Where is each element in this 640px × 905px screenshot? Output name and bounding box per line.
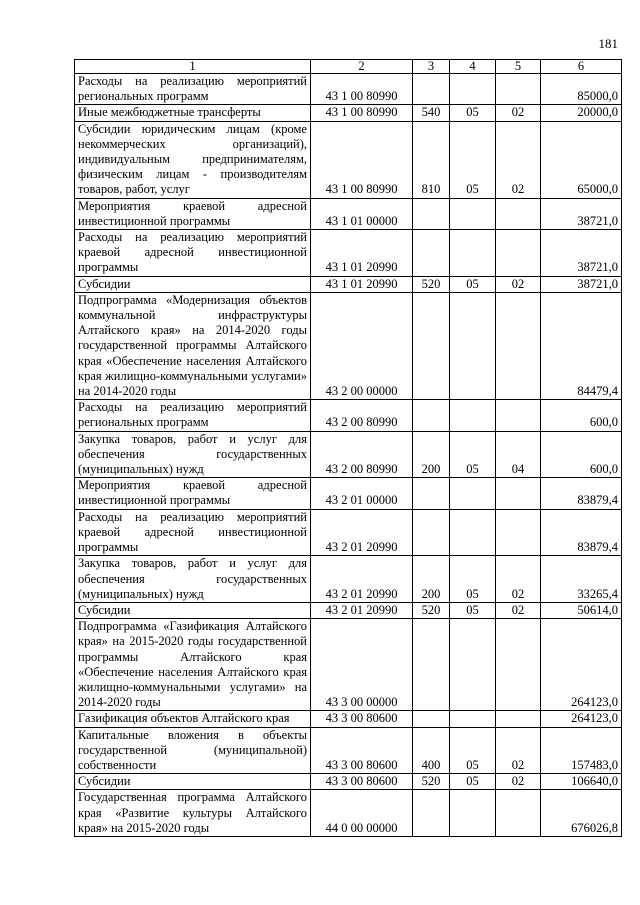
row-col5-cell: 04 — [496, 431, 541, 478]
row-col3-cell: 200 — [413, 556, 450, 603]
row-col3-cell: 520 — [413, 602, 450, 618]
column-header: 4 — [450, 60, 496, 74]
row-col3-cell: 520 — [413, 276, 450, 292]
row-code-cell: 43 1 00 80990 — [311, 121, 413, 198]
row-name-cell: Расходы на реализацию мероприятий региональных программ — [75, 74, 311, 105]
row-name-cell: Закупка товаров, работ и услуг для обеспечения государственных (муниципальных) нужд — [75, 431, 311, 478]
row-col4-cell — [450, 74, 496, 105]
row-name-cell: Расходы на реализацию мероприятий краевой адресной инвестиционной программы — [75, 230, 311, 277]
column-header: 3 — [413, 60, 450, 74]
row-col3-cell: 520 — [413, 774, 450, 790]
row-code-cell: 43 2 01 20990 — [311, 509, 413, 556]
row-name-cell: Государственная программа Алтайского края «Развитие культуры Алтайского края» на 2015-2020 годы — [75, 790, 311, 837]
row-col4-cell — [450, 790, 496, 837]
row-col4-cell — [450, 198, 496, 229]
row-col5-cell: 02 — [496, 121, 541, 198]
row-col4-cell: 05 — [450, 105, 496, 121]
row-col4-cell — [450, 400, 496, 431]
row-name-cell: Капитальные вложения в объекты государственной (муниципальной) собственности — [75, 727, 311, 774]
row-name-cell: Закупка товаров, работ и услуг для обеспечения государственных (муниципальных) нужд — [75, 556, 311, 603]
row-col5-cell: 02 — [496, 276, 541, 292]
row-col5-cell — [496, 711, 541, 727]
row-amount-cell: 50614,0 — [541, 602, 622, 618]
row-amount-cell: 38721,0 — [541, 198, 622, 229]
row-code-cell: 43 2 00 80990 — [311, 431, 413, 478]
row-code-cell: 43 2 01 20990 — [311, 556, 413, 603]
row-code-cell: 43 2 01 20990 — [311, 602, 413, 618]
table-row — [75, 431, 622, 478]
row-col3-cell — [413, 400, 450, 431]
row-code-cell: 43 2 00 00000 — [311, 292, 413, 399]
row-code-cell: 43 3 00 80600 — [311, 727, 413, 774]
row-col3-cell: 200 — [413, 431, 450, 478]
row-amount-cell: 600,0 — [541, 431, 622, 478]
table-row — [75, 509, 622, 556]
table-row — [75, 292, 622, 399]
row-amount-cell: 38721,0 — [541, 230, 622, 277]
row-col5-cell — [496, 790, 541, 837]
table-row — [75, 602, 622, 618]
row-col3-cell — [413, 198, 450, 229]
row-col4-cell: 05 — [450, 121, 496, 198]
row-col4-cell — [450, 619, 496, 711]
table-row — [75, 276, 622, 292]
row-col4-cell — [450, 292, 496, 399]
row-col5-cell: 02 — [496, 774, 541, 790]
row-col3-cell — [413, 74, 450, 105]
row-amount-cell: 676026,8 — [541, 790, 622, 837]
row-name-cell: Расходы на реализацию мероприятий региональных программ — [75, 400, 311, 431]
row-col4-cell: 05 — [450, 276, 496, 292]
row-code-cell: 43 1 01 00000 — [311, 198, 413, 229]
row-col5-cell — [496, 619, 541, 711]
row-col4-cell: 05 — [450, 727, 496, 774]
row-amount-cell: 84479,4 — [541, 292, 622, 399]
table-row — [75, 230, 622, 277]
column-header: 2 — [311, 60, 413, 74]
row-code-cell: 43 3 00 00000 — [311, 619, 413, 711]
row-col5-cell: 02 — [496, 727, 541, 774]
row-amount-cell: 600,0 — [541, 400, 622, 431]
row-code-cell: 43 3 00 80600 — [311, 774, 413, 790]
row-col5-cell — [496, 509, 541, 556]
row-code-cell: 43 3 00 80600 — [311, 711, 413, 727]
row-name-cell: Мероприятия краевой адресной инвестиционной программы — [75, 478, 311, 509]
row-col3-cell — [413, 509, 450, 556]
row-name-cell: Субсидии — [75, 774, 311, 790]
row-col5-cell — [496, 292, 541, 399]
row-code-cell: 43 2 01 00000 — [311, 478, 413, 509]
row-code-cell: 43 1 00 80990 — [311, 105, 413, 121]
row-amount-cell: 83879,4 — [541, 509, 622, 556]
row-col5-cell — [496, 198, 541, 229]
row-col3-cell — [413, 711, 450, 727]
row-col5-cell — [496, 400, 541, 431]
row-code-cell: 43 2 00 80990 — [311, 400, 413, 431]
table-row — [75, 198, 622, 229]
budget-table — [74, 59, 622, 837]
row-amount-cell: 157483,0 — [541, 727, 622, 774]
column-header: 6 — [541, 60, 622, 74]
page-number: 181 — [598, 36, 618, 51]
row-col4-cell — [450, 509, 496, 556]
row-name-cell: Субсидии юридическим лицам (кроме некоммерческих организаций), индивидуальным предпринимателям, физическим лицам - производителям товаров, работ, услуг — [75, 121, 311, 198]
row-col3-cell: 810 — [413, 121, 450, 198]
row-name-cell: Расходы на реализацию мероприятий краевой адресной инвестиционной программы — [75, 509, 311, 556]
row-col3-cell: 400 — [413, 727, 450, 774]
row-amount-cell: 20000,0 — [541, 105, 622, 121]
table-row — [75, 711, 622, 727]
row-col4-cell: 05 — [450, 774, 496, 790]
row-code-cell: 44 0 00 00000 — [311, 790, 413, 837]
row-col5-cell: 02 — [496, 602, 541, 618]
row-amount-cell: 33265,4 — [541, 556, 622, 603]
row-code-cell: 43 1 01 20990 — [311, 230, 413, 277]
row-amount-cell: 65000,0 — [541, 121, 622, 198]
row-name-cell: Субсидии — [75, 276, 311, 292]
row-amount-cell: 264123,0 — [541, 711, 622, 727]
row-name-cell: Подпрограмма «Модернизация объектов коммунальной инфраструктуры Алтайского края» на 2014-2020 годы государственной программы Алтайского края «Обеспечение населения Алтайского края жилищно-коммунальными услугами» на 2014-2020 годы — [75, 292, 311, 399]
row-col3-cell — [413, 619, 450, 711]
row-name-cell: Субсидии — [75, 602, 311, 618]
column-header: 1 — [75, 60, 311, 74]
row-col3-cell: 540 — [413, 105, 450, 121]
row-amount-cell: 85000,0 — [541, 74, 622, 105]
table-row — [75, 727, 622, 774]
row-amount-cell: 83879,4 — [541, 478, 622, 509]
row-col4-cell — [450, 478, 496, 509]
table-header-row — [75, 60, 622, 74]
row-name-cell: Газификация объектов Алтайского края — [75, 711, 311, 727]
row-amount-cell: 106640,0 — [541, 774, 622, 790]
row-col5-cell — [496, 74, 541, 105]
table-row — [75, 619, 622, 711]
row-col4-cell: 05 — [450, 602, 496, 618]
row-amount-cell: 264123,0 — [541, 619, 622, 711]
row-amount-cell: 38721,0 — [541, 276, 622, 292]
row-code-cell: 43 1 00 80990 — [311, 74, 413, 105]
row-name-cell: Иные межбюджетные трансферты — [75, 105, 311, 121]
table-row — [75, 74, 622, 105]
row-col3-cell — [413, 292, 450, 399]
table-row — [75, 774, 622, 790]
row-col5-cell: 02 — [496, 556, 541, 603]
row-col4-cell — [450, 230, 496, 277]
row-col3-cell — [413, 230, 450, 277]
column-header: 5 — [496, 60, 541, 74]
table-row — [75, 478, 622, 509]
row-col3-cell — [413, 790, 450, 837]
row-col5-cell — [496, 230, 541, 277]
table-row — [75, 556, 622, 603]
row-col5-cell: 02 — [496, 105, 541, 121]
row-col4-cell — [450, 711, 496, 727]
row-col3-cell — [413, 478, 450, 509]
row-name-cell: Подпрограмма «Газификация Алтайского края» на 2015-2020 годы государственной программы Алтайского края «Обеспечение населения Алтайского края жилищно-коммунальными услугами» на 2014-2020 годы — [75, 619, 311, 711]
row-col4-cell: 05 — [450, 431, 496, 478]
row-col5-cell — [496, 478, 541, 509]
table-row — [75, 790, 622, 837]
row-code-cell: 43 1 01 20990 — [311, 276, 413, 292]
table-row — [75, 105, 622, 121]
row-col4-cell: 05 — [450, 556, 496, 603]
table-row — [75, 400, 622, 431]
table-row — [75, 121, 622, 198]
row-name-cell: Мероприятия краевой адресной инвестиционной программы — [75, 198, 311, 229]
